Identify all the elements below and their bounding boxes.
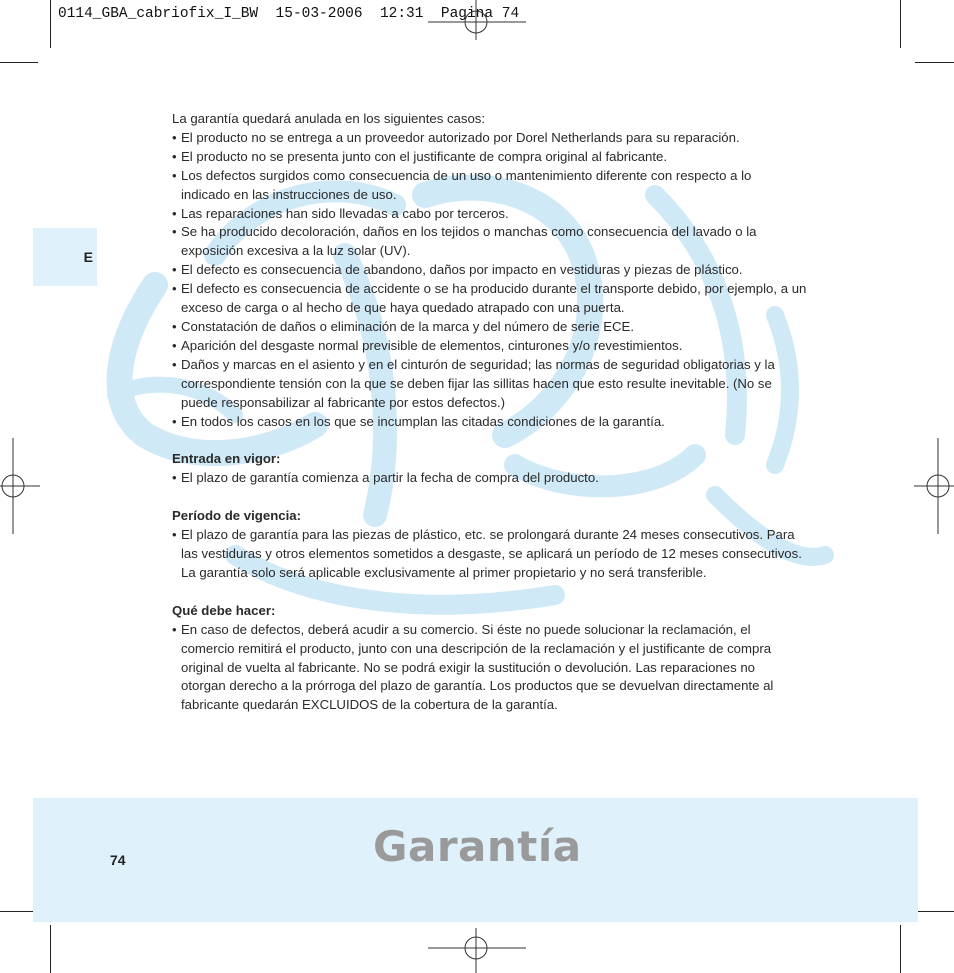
section-title: Qué debe hacer: — [172, 602, 276, 618]
bullet-icon: • — [172, 224, 177, 240]
list-item-line: En caso de defectos, deberá acudir a su comercio. Si éste no puede solucionar la reclamación, el — [181, 621, 751, 637]
list-item-line: La garantía solo será aplicable exclusivamente al primer propietario y no será transferible. — [181, 564, 707, 580]
crop-mark — [915, 911, 954, 912]
bullet-icon: • — [172, 621, 177, 637]
registration-mark-icon — [428, 0, 526, 40]
bullet-icon: • — [172, 413, 177, 429]
list-item-line: El plazo de garantía comienza a partir la fecha de compra del producto. — [181, 470, 599, 486]
list-item-line: Daños y marcas en el asiento y en el cinturón de seguridad; las normas de seguridad obligatorias y la — [181, 356, 775, 372]
bullet-icon: • — [172, 356, 177, 372]
list-item — [172, 356, 872, 413]
crop-mark — [50, 925, 51, 973]
print-header: 0114_GBA_cabriofix_I_BW 15-03-2006 12:31 Pagina 74 — [58, 6, 520, 22]
footer-title: Garantía — [373, 822, 582, 871]
crop-mark — [50, 0, 51, 48]
list-item-line: Aparición del desgaste normal previsible de elementos, cinturones y/o revestimientos. — [181, 337, 683, 353]
bullet-icon: • — [172, 281, 177, 297]
list-item-line: fabricante quedarán EXCLUIDOS de la cobertura de la garantía. — [181, 697, 558, 713]
crop-mark — [0, 62, 38, 63]
bullet-icon: • — [172, 262, 177, 278]
list-item-line: El producto no se presenta junto con el justificante de compra original al fabricante. — [181, 148, 668, 164]
list-item-line: original de vuelta al fabricante. No se podrá exigir la sustitución o devolución. Las reparaciones no — [181, 659, 755, 675]
bullet-icon: • — [172, 337, 177, 353]
list-item-line: puede responsabilizar al fabricante por estos defectos.) — [181, 394, 506, 410]
list-item-line: las vestiduras y otros elementos sometidos a desgaste, se aplicará un período de 12 meses consecutivos. — [181, 546, 802, 562]
list-item-line: correspondiente tensión con la que se deben fijar las sillitas hacen que esto resulte inevitable. (No se — [181, 375, 772, 391]
bullet-icon: • — [172, 167, 177, 183]
warranty-sections — [172, 431, 872, 715]
void-cases-list — [172, 129, 872, 432]
list-item — [172, 261, 872, 280]
warranty-text — [172, 110, 872, 715]
list-item-line: El producto no se entrega a un proveedor autorizado por Dorel Netherlands para su reparación. — [181, 129, 740, 145]
list-item-line: comercio remitirá el producto, junto con una descripción de la reclamación y el justificante de compra — [181, 640, 772, 656]
list-item — [172, 223, 872, 261]
list-item-line: Se ha producido decoloración, daños en los tejidos o manchas como consecuencia del lavado o la — [181, 224, 757, 240]
language-tab — [33, 228, 97, 286]
crop-mark — [900, 0, 901, 48]
list-item-line: Constatación de daños o eliminación de la marca y del número de serie ECE. — [181, 318, 635, 334]
list-item — [172, 469, 872, 488]
list-item-line: Las reparaciones han sido llevadas a cabo por terceros. — [181, 205, 509, 221]
intro-text: La garantía quedará anulada en los siguientes casos: — [172, 111, 486, 126]
language-tab-label: E — [83, 249, 93, 265]
list-item-line: El defecto es consecuencia de accidente o se ha producido durante el transporte debido, por ejemplo, a un — [181, 281, 807, 297]
registration-mark-icon — [0, 438, 40, 534]
registration-mark-icon — [428, 928, 526, 973]
list-item — [172, 148, 872, 167]
section-spacer — [172, 431, 872, 450]
list-item — [172, 129, 872, 148]
list-item — [172, 621, 872, 716]
list-item-line: Los defectos surgidos como consecuencia de un uso o mantenimiento diferente con respecto a lo — [181, 167, 752, 183]
page-number: 74 — [110, 852, 126, 868]
list-item-line: exposición excesiva a la luz solar (UV). — [181, 243, 411, 259]
bullet-icon: • — [172, 318, 177, 334]
list-item-line: indicado en las instrucciones de uso. — [181, 186, 397, 202]
section-title: Entrada en vigor: — [172, 451, 281, 467]
bullet-icon: • — [172, 148, 177, 164]
list-item-line: exceso de carga o al hecho de que haya quedado atrapado con una puerta. — [181, 300, 625, 316]
crop-mark — [900, 925, 901, 973]
list-item-line: otorgan derecho a la prórroga del plazo de garantía. Los productos que se devuelvan directamente al — [181, 678, 774, 694]
list-item-line: El defecto es consecuencia de abandono, daños por impacto en vestiduras y piezas de plástico. — [181, 262, 743, 278]
list-item-line: El plazo de garantía para las piezas de plástico, etc. se prolongará durante 24 meses consecutivos. Para — [181, 527, 795, 543]
section-title: Período de vigencia: — [172, 508, 301, 524]
bullet-icon: • — [172, 129, 177, 145]
bullet-icon: • — [172, 527, 177, 543]
section-spacer — [172, 583, 872, 602]
bullet-icon: • — [172, 470, 177, 486]
list-item — [172, 413, 872, 432]
section-spacer — [172, 488, 872, 507]
list-item — [172, 318, 872, 337]
list-item — [172, 205, 872, 224]
crop-mark — [915, 62, 954, 63]
list-item — [172, 280, 872, 318]
list-item — [172, 526, 872, 583]
bullet-icon: • — [172, 205, 177, 221]
list-item — [172, 337, 872, 356]
list-item — [172, 167, 872, 205]
list-item-line: En todos los casos en los que se incumplan las citadas condiciones de la garantía. — [181, 413, 665, 429]
registration-mark-icon — [914, 438, 954, 534]
